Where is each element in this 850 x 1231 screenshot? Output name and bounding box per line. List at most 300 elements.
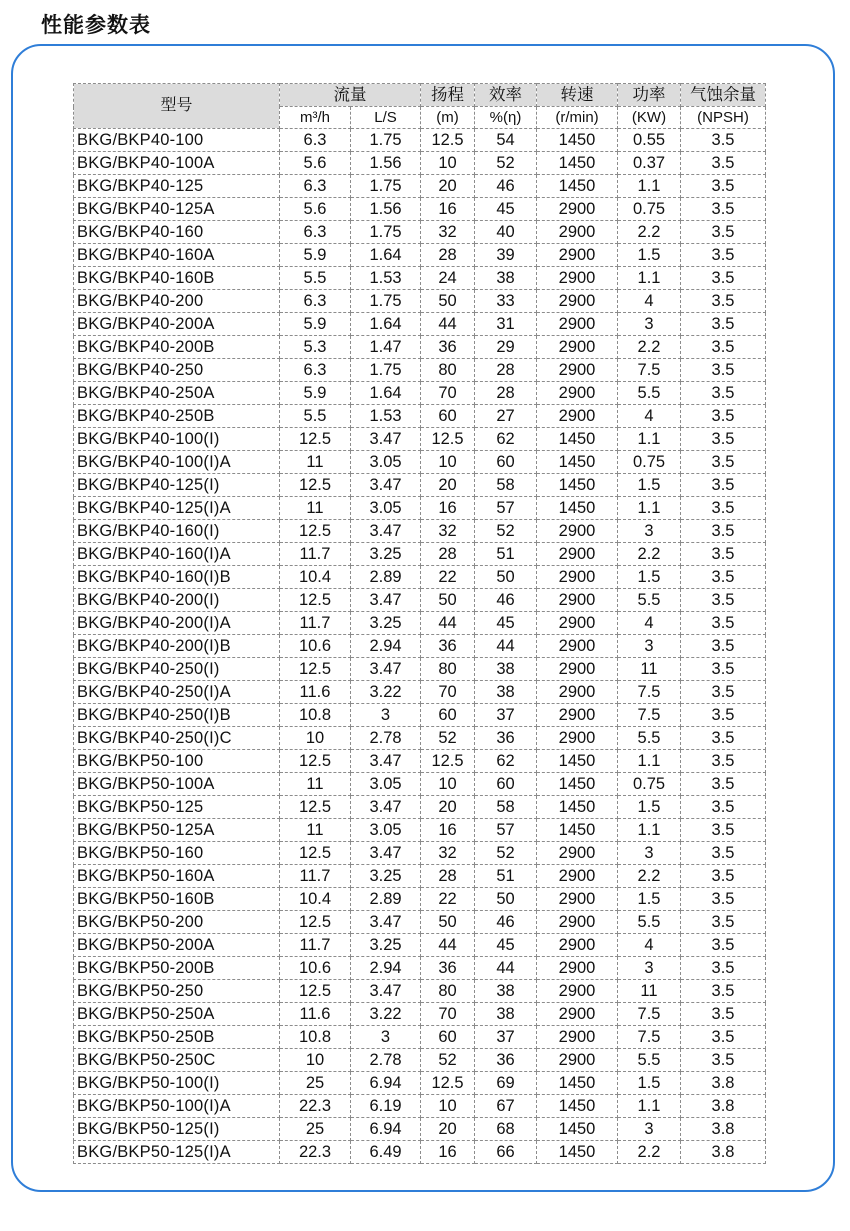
- npsh-cell: 3.5: [681, 313, 766, 336]
- efficiency-cell: 54: [475, 129, 537, 152]
- model-cell: BKG/BKP40-160(I)A: [74, 543, 280, 566]
- flow-ls-cell: 3.25: [351, 612, 421, 635]
- flow-m3h-cell: 5.3: [280, 336, 351, 359]
- efficiency-cell: 28: [475, 359, 537, 382]
- flow-m3h-cell: 11.6: [280, 681, 351, 704]
- head-cell: 16: [421, 198, 475, 221]
- npsh-cell: 3.5: [681, 934, 766, 957]
- head-cell: 20: [421, 796, 475, 819]
- npsh-cell: 3.5: [681, 290, 766, 313]
- efficiency-cell: 67: [475, 1095, 537, 1118]
- efficiency-cell: 40: [475, 221, 537, 244]
- head-cell: 60: [421, 405, 475, 428]
- power-cell: 3: [618, 635, 681, 658]
- flow-m3h-cell: 10.4: [280, 888, 351, 911]
- head-cell: 36: [421, 635, 475, 658]
- table-row: [74, 566, 766, 589]
- head-cell: 16: [421, 1141, 475, 1164]
- speed-cell: 2900: [537, 359, 618, 382]
- flow-ls-cell: 3.25: [351, 543, 421, 566]
- power-cell: 3: [618, 842, 681, 865]
- speed-cell: 1450: [537, 773, 618, 796]
- flow-m3h-cell: 6.3: [280, 290, 351, 313]
- efficiency-cell: 68: [475, 1118, 537, 1141]
- efficiency-unit: %(η): [475, 107, 537, 129]
- flow-m3h-cell: 11: [280, 451, 351, 474]
- efficiency-cell: 31: [475, 313, 537, 336]
- flow-ls-cell: 3.25: [351, 865, 421, 888]
- head-cell: 32: [421, 842, 475, 865]
- speed-cell: 2900: [537, 1026, 618, 1049]
- efficiency-cell: 62: [475, 428, 537, 451]
- flow-m3h-cell: 6.3: [280, 221, 351, 244]
- speed-cell: 2900: [537, 589, 618, 612]
- flow-m3h-cell: 25: [280, 1072, 351, 1095]
- flow-ls-cell: 3.22: [351, 681, 421, 704]
- power-cell: 5.5: [618, 911, 681, 934]
- npsh-cell: 3.5: [681, 957, 766, 980]
- head-cell: 50: [421, 290, 475, 313]
- flow-ls-cell: 3.05: [351, 451, 421, 474]
- power-cell: 7.5: [618, 704, 681, 727]
- model-cell: BKG/BKP50-125A: [74, 819, 280, 842]
- flow-m3h-cell: 12.5: [280, 474, 351, 497]
- flow-m3h-cell: 5.6: [280, 198, 351, 221]
- head-cell: 20: [421, 1118, 475, 1141]
- efficiency-cell: 38: [475, 1003, 537, 1026]
- speed-cell: 2900: [537, 635, 618, 658]
- speed-cell: 2900: [537, 1049, 618, 1072]
- npsh-cell: 3.5: [681, 152, 766, 175]
- npsh-unit: (NPSH): [681, 107, 766, 129]
- flow-m3h-cell: 6.3: [280, 359, 351, 382]
- efficiency-cell: 52: [475, 842, 537, 865]
- power-cell: 4: [618, 612, 681, 635]
- speed-cell: 2900: [537, 313, 618, 336]
- efficiency-cell: 45: [475, 612, 537, 635]
- model-header: 型号: [74, 84, 280, 129]
- table-row: [74, 313, 766, 336]
- flow-m3h-cell: 11: [280, 497, 351, 520]
- flow-m3h-cell: 12.5: [280, 980, 351, 1003]
- speed-cell: 1450: [537, 129, 618, 152]
- npsh-cell: 3.5: [681, 980, 766, 1003]
- power-cell: 1.5: [618, 888, 681, 911]
- speed-cell: 2900: [537, 290, 618, 313]
- flow-m3h-cell: 10: [280, 727, 351, 750]
- flow-m3h-cell: 5.9: [280, 313, 351, 336]
- efficiency-cell: 52: [475, 520, 537, 543]
- table-row: [74, 1095, 766, 1118]
- model-cell: BKG/BKP40-250: [74, 359, 280, 382]
- efficiency-cell: 36: [475, 727, 537, 750]
- flow-ls-cell: 6.19: [351, 1095, 421, 1118]
- power-cell: 1.5: [618, 566, 681, 589]
- npsh-cell: 3.5: [681, 129, 766, 152]
- flow-ls-cell: 2.94: [351, 957, 421, 980]
- speed-cell: 2900: [537, 681, 618, 704]
- speed-cell: 2900: [537, 911, 618, 934]
- efficiency-cell: 37: [475, 704, 537, 727]
- flow-m3h-cell: 12.5: [280, 520, 351, 543]
- npsh-cell: 3.5: [681, 888, 766, 911]
- efficiency-cell: 60: [475, 451, 537, 474]
- efficiency-cell: 36: [475, 1049, 537, 1072]
- model-cell: BKG/BKP50-200A: [74, 934, 280, 957]
- model-cell: BKG/BKP50-200: [74, 911, 280, 934]
- npsh-cell: 3.5: [681, 382, 766, 405]
- model-cell: BKG/BKP40-200(I)A: [74, 612, 280, 635]
- head-cell: 36: [421, 957, 475, 980]
- model-cell: BKG/BKP40-200(I): [74, 589, 280, 612]
- flow-ls-cell: 3.47: [351, 658, 421, 681]
- speed-cell: 2900: [537, 520, 618, 543]
- flow-ls-cell: 1.53: [351, 405, 421, 428]
- head-cell: 28: [421, 865, 475, 888]
- power-cell: 1.1: [618, 267, 681, 290]
- flow-ls-cell: 3.47: [351, 589, 421, 612]
- flow-ls-cell: 1.75: [351, 175, 421, 198]
- power-cell: 3: [618, 957, 681, 980]
- npsh-cell: 3.8: [681, 1141, 766, 1164]
- flow-m3h-cell: 10.4: [280, 566, 351, 589]
- table-row: [74, 1118, 766, 1141]
- head-unit: (m): [421, 107, 475, 129]
- head-cell: 12.5: [421, 1072, 475, 1095]
- flow-m3h-cell: 11.7: [280, 543, 351, 566]
- head-cell: 24: [421, 267, 475, 290]
- flow-ls-cell: 3.47: [351, 428, 421, 451]
- table-row: [74, 474, 766, 497]
- power-cell: 1.1: [618, 175, 681, 198]
- efficiency-cell: 44: [475, 635, 537, 658]
- speed-cell: 1450: [537, 1118, 618, 1141]
- head-cell: 50: [421, 911, 475, 934]
- speed-cell: 2900: [537, 543, 618, 566]
- table-row: [74, 267, 766, 290]
- model-cell: BKG/BKP40-100: [74, 129, 280, 152]
- speed-cell: 1450: [537, 819, 618, 842]
- head-cell: 44: [421, 612, 475, 635]
- flow-ls-cell: 2.89: [351, 888, 421, 911]
- npsh-cell: 3.5: [681, 198, 766, 221]
- table-row: [74, 842, 766, 865]
- model-cell: BKG/BKP50-100(I): [74, 1072, 280, 1095]
- table-row: [74, 405, 766, 428]
- power-cell: 2.2: [618, 336, 681, 359]
- efficiency-cell: 38: [475, 658, 537, 681]
- npsh-cell: 3.5: [681, 658, 766, 681]
- efficiency-cell: 46: [475, 589, 537, 612]
- head-cell: 70: [421, 382, 475, 405]
- head-cell: 16: [421, 497, 475, 520]
- power-header: 功率: [618, 84, 681, 107]
- power-cell: 4: [618, 405, 681, 428]
- model-cell: BKG/BKP50-160B: [74, 888, 280, 911]
- model-cell: BKG/BKP40-100(I)A: [74, 451, 280, 474]
- power-cell: 5.5: [618, 727, 681, 750]
- power-cell: 1.5: [618, 796, 681, 819]
- power-cell: 0.75: [618, 451, 681, 474]
- flow-ls-cell: 6.94: [351, 1118, 421, 1141]
- head-cell: 50: [421, 589, 475, 612]
- table-row: [74, 428, 766, 451]
- npsh-cell: 3.5: [681, 1003, 766, 1026]
- efficiency-cell: 38: [475, 980, 537, 1003]
- model-cell: BKG/BKP50-125(I)A: [74, 1141, 280, 1164]
- power-cell: 11: [618, 658, 681, 681]
- npsh-cell: 3.5: [681, 543, 766, 566]
- power-cell: 1.5: [618, 1072, 681, 1095]
- flow-ls-cell: 6.49: [351, 1141, 421, 1164]
- power-cell: 2.2: [618, 221, 681, 244]
- flow-ls-cell: 1.64: [351, 313, 421, 336]
- flow-ls-cell: 3.05: [351, 773, 421, 796]
- flow-m3h-cell: 10.6: [280, 635, 351, 658]
- efficiency-cell: 62: [475, 750, 537, 773]
- npsh-cell: 3.5: [681, 750, 766, 773]
- head-cell: 10: [421, 773, 475, 796]
- efficiency-cell: 38: [475, 681, 537, 704]
- flow-ls-cell: 3.47: [351, 911, 421, 934]
- flow-m3h-cell: 12.5: [280, 842, 351, 865]
- power-cell: 1.5: [618, 244, 681, 267]
- npsh-cell: 3.5: [681, 819, 766, 842]
- efficiency-cell: 51: [475, 865, 537, 888]
- power-cell: 1.5: [618, 474, 681, 497]
- flow-ls-cell: 1.75: [351, 290, 421, 313]
- power-cell: 5.5: [618, 1049, 681, 1072]
- npsh-cell: 3.5: [681, 428, 766, 451]
- table-row: [74, 1072, 766, 1095]
- speed-cell: 1450: [537, 750, 618, 773]
- head-cell: 60: [421, 1026, 475, 1049]
- flow-ls-cell: 1.64: [351, 382, 421, 405]
- head-cell: 80: [421, 980, 475, 1003]
- flow-m3h-cell: 10.8: [280, 704, 351, 727]
- speed-cell: 2900: [537, 382, 618, 405]
- flow-m3h-cell: 5.9: [280, 244, 351, 267]
- npsh-cell: 3.5: [681, 704, 766, 727]
- head-cell: 70: [421, 681, 475, 704]
- speed-cell: 1450: [537, 1095, 618, 1118]
- table-row: [74, 1141, 766, 1164]
- flow-ls-cell: 1.75: [351, 359, 421, 382]
- flow-m3h-cell: 6.3: [280, 129, 351, 152]
- model-cell: BKG/BKP40-160B: [74, 267, 280, 290]
- table-row: [74, 865, 766, 888]
- efficiency-cell: 52: [475, 152, 537, 175]
- power-cell: 0.75: [618, 773, 681, 796]
- npsh-cell: 3.5: [681, 842, 766, 865]
- head-cell: 52: [421, 1049, 475, 1072]
- table-row: [74, 658, 766, 681]
- model-cell: BKG/BKP40-200B: [74, 336, 280, 359]
- power-cell: 2.2: [618, 1141, 681, 1164]
- model-cell: BKG/BKP50-125(I): [74, 1118, 280, 1141]
- flow-header: 流量: [280, 84, 421, 107]
- power-cell: 4: [618, 934, 681, 957]
- speed-cell: 2900: [537, 405, 618, 428]
- model-cell: BKG/BKP40-125A: [74, 198, 280, 221]
- header-row: [74, 84, 766, 107]
- flow-ls-cell: 3.47: [351, 750, 421, 773]
- efficiency-cell: 50: [475, 566, 537, 589]
- head-cell: 44: [421, 313, 475, 336]
- table-body: [74, 129, 766, 1164]
- head-cell: 44: [421, 934, 475, 957]
- speed-cell: 2900: [537, 865, 618, 888]
- table-row: [74, 796, 766, 819]
- speed-cell: 2900: [537, 980, 618, 1003]
- table-row: [74, 1026, 766, 1049]
- efficiency-cell: 38: [475, 267, 537, 290]
- power-cell: 3: [618, 313, 681, 336]
- power-cell: 3: [618, 1118, 681, 1141]
- flow-m3h-cell: 10.8: [280, 1026, 351, 1049]
- speed-cell: 1450: [537, 428, 618, 451]
- head-cell: 10: [421, 451, 475, 474]
- head-cell: 28: [421, 543, 475, 566]
- model-cell: BKG/BKP40-250(I)A: [74, 681, 280, 704]
- model-cell: BKG/BKP40-250(I): [74, 658, 280, 681]
- flow-m3h-unit: m³/h: [280, 107, 351, 129]
- flow-ls-cell: 1.75: [351, 129, 421, 152]
- efficiency-cell: 58: [475, 796, 537, 819]
- npsh-cell: 3.5: [681, 336, 766, 359]
- model-cell: BKG/BKP40-125: [74, 175, 280, 198]
- speed-cell: 2900: [537, 198, 618, 221]
- npsh-cell: 3.5: [681, 267, 766, 290]
- power-cell: 4: [618, 290, 681, 313]
- npsh-cell: 3.5: [681, 405, 766, 428]
- table-row: [74, 129, 766, 152]
- flow-ls-cell: 1.75: [351, 221, 421, 244]
- flow-m3h-cell: 10.6: [280, 957, 351, 980]
- head-cell: 10: [421, 1095, 475, 1118]
- npsh-cell: 3.5: [681, 221, 766, 244]
- npsh-cell: 3.8: [681, 1095, 766, 1118]
- flow-ls-cell: 2.78: [351, 1049, 421, 1072]
- npsh-cell: 3.5: [681, 865, 766, 888]
- model-cell: BKG/BKP40-250(I)C: [74, 727, 280, 750]
- flow-m3h-cell: 5.5: [280, 405, 351, 428]
- efficiency-cell: 33: [475, 290, 537, 313]
- power-cell: 2.2: [618, 865, 681, 888]
- npsh-cell: 3.5: [681, 773, 766, 796]
- flow-ls-cell: 2.89: [351, 566, 421, 589]
- flow-m3h-cell: 12.5: [280, 796, 351, 819]
- npsh-header: 气蚀余量: [681, 84, 766, 107]
- efficiency-cell: 46: [475, 911, 537, 934]
- power-cell: 1.1: [618, 750, 681, 773]
- model-cell: BKG/BKP40-125(I)A: [74, 497, 280, 520]
- flow-m3h-cell: 11: [280, 819, 351, 842]
- page-title: 性能参数表: [41, 13, 151, 37]
- speed-cell: 1450: [537, 1072, 618, 1095]
- npsh-cell: 3.5: [681, 497, 766, 520]
- head-cell: 22: [421, 566, 475, 589]
- table-row: [74, 244, 766, 267]
- model-cell: BKG/BKP40-200A: [74, 313, 280, 336]
- npsh-cell: 3.5: [681, 612, 766, 635]
- table-row: [74, 773, 766, 796]
- model-cell: BKG/BKP50-100(I)A: [74, 1095, 280, 1118]
- head-cell: 20: [421, 474, 475, 497]
- npsh-cell: 3.5: [681, 727, 766, 750]
- speed-cell: 2900: [537, 658, 618, 681]
- speed-cell: 1450: [537, 1141, 618, 1164]
- table-row: [74, 336, 766, 359]
- table-row: [74, 543, 766, 566]
- table-row: [74, 1003, 766, 1026]
- speed-cell: 1450: [537, 451, 618, 474]
- npsh-cell: 3.5: [681, 796, 766, 819]
- power-cell: 7.5: [618, 1026, 681, 1049]
- speed-cell: 2900: [537, 244, 618, 267]
- head-cell: 12.5: [421, 428, 475, 451]
- flow-m3h-cell: 11.7: [280, 934, 351, 957]
- head-cell: 12.5: [421, 750, 475, 773]
- head-cell: 36: [421, 336, 475, 359]
- power-unit: (KW): [618, 107, 681, 129]
- speed-cell: 2900: [537, 1003, 618, 1026]
- model-cell: BKG/BKP40-250A: [74, 382, 280, 405]
- head-cell: 32: [421, 520, 475, 543]
- table-row: [74, 980, 766, 1003]
- flow-m3h-cell: 11.7: [280, 865, 351, 888]
- efficiency-cell: 28: [475, 382, 537, 405]
- efficiency-cell: 37: [475, 1026, 537, 1049]
- table-row: [74, 727, 766, 750]
- table-row: [74, 451, 766, 474]
- table-row: [74, 934, 766, 957]
- model-cell: BKG/BKP50-250C: [74, 1049, 280, 1072]
- table-row: [74, 911, 766, 934]
- flow-ls-cell: 3.22: [351, 1003, 421, 1026]
- speed-cell: 2900: [537, 842, 618, 865]
- power-cell: 1.1: [618, 428, 681, 451]
- flow-m3h-cell: 12.5: [280, 911, 351, 934]
- flow-ls-cell: 1.53: [351, 267, 421, 290]
- efficiency-cell: 45: [475, 934, 537, 957]
- flow-m3h-cell: 10: [280, 1049, 351, 1072]
- flow-ls-cell: 1.47: [351, 336, 421, 359]
- efficiency-cell: 51: [475, 543, 537, 566]
- head-cell: 52: [421, 727, 475, 750]
- table-row: [74, 520, 766, 543]
- power-cell: 0.37: [618, 152, 681, 175]
- head-cell: 16: [421, 819, 475, 842]
- table-row: [74, 290, 766, 313]
- table-row: [74, 152, 766, 175]
- table-row: [74, 221, 766, 244]
- flow-m3h-cell: 6.3: [280, 175, 351, 198]
- model-cell: BKG/BKP50-100: [74, 750, 280, 773]
- npsh-cell: 3.5: [681, 244, 766, 267]
- head-cell: 10: [421, 152, 475, 175]
- model-cell: BKG/BKP50-250: [74, 980, 280, 1003]
- npsh-cell: 3.5: [681, 911, 766, 934]
- table-row: [74, 198, 766, 221]
- efficiency-cell: 69: [475, 1072, 537, 1095]
- model-cell: BKG/BKP40-100(I): [74, 428, 280, 451]
- npsh-cell: 3.8: [681, 1072, 766, 1095]
- model-cell: BKG/BKP40-100A: [74, 152, 280, 175]
- flow-m3h-cell: 22.3: [280, 1141, 351, 1164]
- efficiency-cell: 29: [475, 336, 537, 359]
- flow-ls-cell: 2.78: [351, 727, 421, 750]
